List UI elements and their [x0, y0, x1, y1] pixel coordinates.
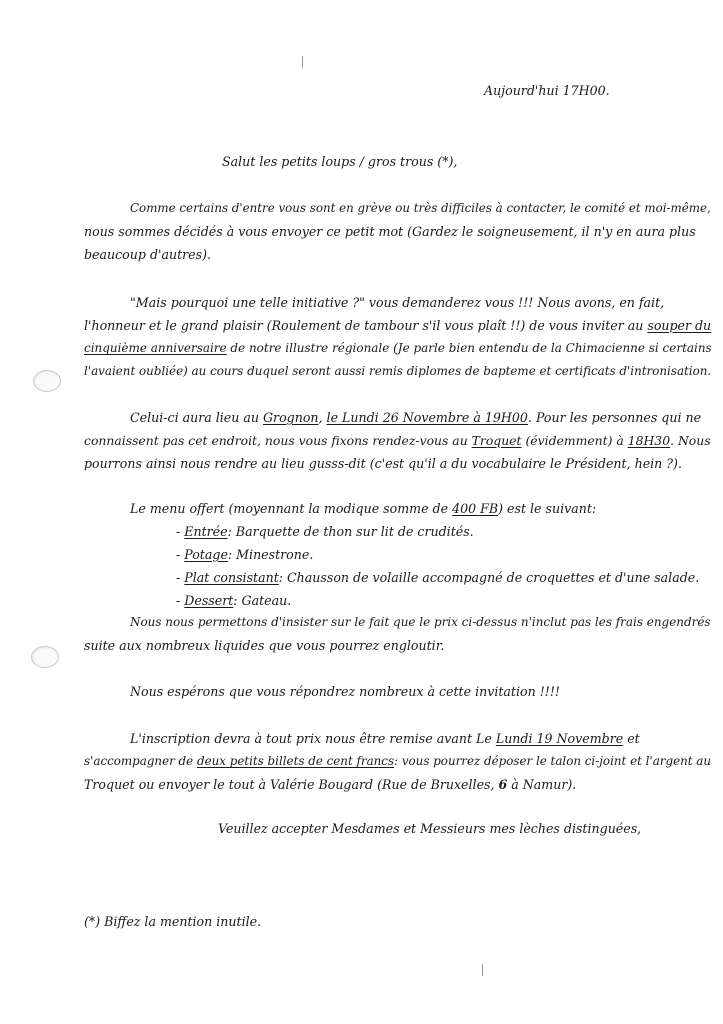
fold-mark-bottom [482, 964, 483, 976]
underlined-text: le Lundi 26 Novembre à 19H00 [326, 410, 528, 425]
text-segment: ) est le suivant: [498, 501, 597, 516]
underlined-text: 400 FB [452, 501, 499, 516]
paragraph-2-line-2 [84, 320, 711, 333]
menu-item-text: : Chausson de volaille accompagné de croquettes et d'une salade. [278, 570, 700, 585]
fold-mark-top [302, 56, 303, 68]
paragraph-5: Nous espérons que vous répondrez nombreux à cette invitation !!!! [130, 684, 560, 699]
bullet-dash: - [176, 593, 185, 608]
menu-item-text: : Minestrone. [227, 547, 314, 562]
text-segment: L'inscription devra à tout prix nous être remise avant Le [130, 731, 496, 746]
menu-item-entree [176, 526, 474, 539]
text-segment: , [318, 410, 327, 425]
paragraph-1-line-2: nous sommes décidés à vous envoyer ce petit mot (Gardez le soigneusement, il n'y en aura plus [84, 224, 696, 239]
paragraph-3-line-3: pourrons ainsi nous rendre au lieu gusss-dit (c'est qu'il a du vocabulaire le Président, hein ?). [84, 456, 682, 471]
text-segment: . Pour les personnes qui ne [527, 410, 702, 425]
menu-item-text: : Gateau. [233, 593, 292, 608]
text-segment: et [623, 731, 640, 746]
menu-item-text: : Barquette de thon sur lit de crudités. [227, 524, 474, 539]
punch-hole-lower [31, 646, 59, 668]
text-segment: (évidemment) à [521, 433, 628, 448]
paragraph-3-line-1 [130, 412, 701, 425]
salutation: Salut les petits loups / gros trous (*), [222, 154, 458, 169]
menu-item-potage [176, 549, 313, 562]
text-segment: à Namur). [507, 777, 577, 792]
menu-item-label: Potage [184, 547, 228, 562]
bullet-dash: - [176, 547, 185, 562]
paragraph-1-line-1: Comme certains d'entre vous sont en grève ou très difficiles à contacter, le comité et moi-même, [130, 201, 711, 215]
text-segment: Troquet ou envoyer le tout à Valérie Bougard (Rue de Bruxelles, [84, 777, 499, 792]
underlined-text: 18H30 [627, 433, 671, 448]
punch-hole-upper [33, 370, 61, 392]
menu-item-label: Plat consistant [184, 570, 279, 585]
menu-item-label: Entrée [184, 524, 228, 539]
paragraph-4-line-2: suite aux nombreux liquides que vous pourrez engloutir. [84, 638, 445, 653]
bullet-dash: - [176, 524, 185, 539]
paragraph-6-line-2 [84, 756, 711, 768]
underlined-text: cinquième anniversaire [84, 341, 227, 355]
dateline: Aujourd'hui 17H00. [484, 83, 610, 98]
paragraph-6-line-1 [130, 733, 640, 746]
paragraph-3-line-2 [84, 435, 711, 447]
paragraph-4-line-1: Nous nous permettons d'insister sur le fait que le prix ci-dessus n'inclut pas les frais engendrés [130, 615, 711, 629]
underlined-text: Grognon [263, 410, 319, 425]
bold-text: 6 [498, 777, 508, 792]
menu-item-label: Dessert [184, 593, 234, 608]
underlined-text: Troquet [471, 433, 522, 448]
text-segment: l'honneur et le grand plaisir (Roulement de tambour s'il vous plaît !!) de vous inviter au [84, 318, 648, 333]
underlined-text: deux petits billets de cent francs [196, 754, 395, 768]
underlined-text: Lundi 19 Novembre [495, 731, 624, 746]
menu-item-dessert [176, 595, 291, 608]
closing-line: Veuillez accepter Mesdames et Messieurs mes lèches distinguées, [218, 821, 642, 836]
text-segment: connaissent pas cet endroit, nous vous fixons rendez-vous au [84, 433, 472, 448]
paragraph-2-line-4: l'avaient oubliée) au cours duquel seront aussi remis diplomes de bapteme et certificats d'intronisation. [84, 364, 712, 378]
text-segment: s'accompagner de [84, 754, 197, 768]
paragraph-2-line-1: "Mais pourquoi une telle initiative ?" vous demanderez vous !!! Nous avons, en fait, [130, 295, 665, 310]
text-segment: de notre illustre régionale (Je parle bien entendu de la Chimacienne si certains [226, 341, 712, 355]
text-segment: . Nous [670, 433, 711, 448]
paragraph-6-line-3 [84, 779, 576, 792]
bullet-dash: - [176, 570, 185, 585]
menu-intro [130, 503, 596, 516]
text-segment: Celui-ci aura lieu au [130, 410, 263, 425]
underlined-text: souper du [647, 318, 712, 333]
footnote: (*) Biffez la mention inutile. [84, 914, 262, 929]
paragraph-2-line-3 [84, 343, 712, 355]
text-segment: : vous pourrez déposer le talon ci-joint et l'argent au [394, 754, 712, 768]
menu-item-plat [176, 572, 699, 585]
paragraph-1-line-3: beaucoup d'autres). [84, 247, 212, 262]
text-segment: Le menu offert (moyennant la modique somme de [130, 501, 453, 516]
